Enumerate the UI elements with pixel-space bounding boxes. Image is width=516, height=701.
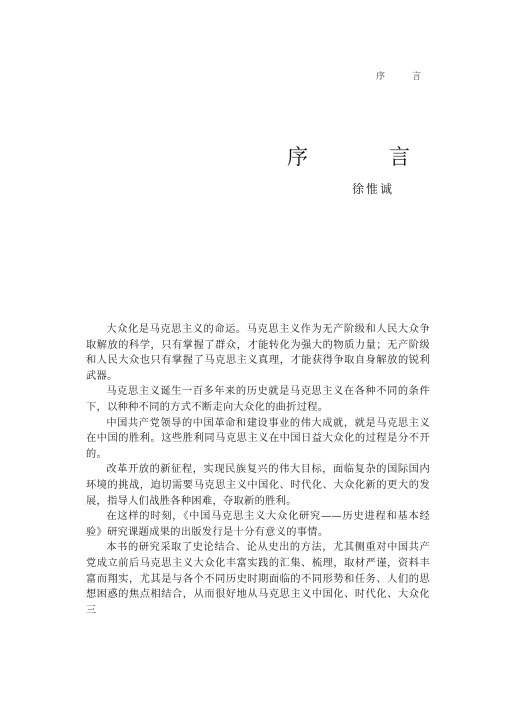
running-header: 序 言 — [375, 72, 430, 82]
paragraph: 大众化是马克思主义的命运。马克思主义作为无产阶级和人民大众争取解放的科学，只有掌握了群众，才能转化为强大的物质力量；无产阶级和人民大众也只有掌握了马克思主义真理，才能获得争取自身解放的锐利武器。 — [86, 324, 430, 382]
paragraph: 中国共产党领导的中国革命和建设事业的伟大成就，就是马克思主义在中国的胜利。这些胜利同马克思主义在中国日益大众化的过程是分不开的。 — [86, 417, 430, 460]
paragraph: 改革开放的新征程，实现民族复兴的伟大目标，面临复杂的国际国内环境的挑战，迫切需要马克思主义中国化、时代化、大众化新的更大的发展，指导人们战胜各种困难，夺取新的胜利。 — [86, 464, 430, 507]
author-name: 徐惟诚 — [351, 182, 394, 196]
paragraph: 在这样的时刻，《中国马克思主义大众化研究——历史进程和基本经验》研究课题成果的出版发行是十分有意义的事情。 — [86, 511, 430, 538]
paragraph: 马克思主义诞生一百多年来的历史就是马克思主义在各种不同的条件下，以种种不同的方式不断走向大众化的曲折过程。 — [86, 386, 430, 413]
page-title: 序 言 — [287, 145, 440, 169]
body-text — [86, 322, 430, 618]
paragraph: 本书的研究采取了史论结合、论从史出的方法，尤其侧重对中国共产党成立前后马克思主义大众化丰富实践的汇集、梳理，取材严谨，资料丰富而翔实，尤其是与各个不同历史时期面临的不同形势和任务、人们的思想困惑的焦点相结合，从而很好地从马克思主义中国化、时代化、大众化三 — [86, 542, 430, 616]
